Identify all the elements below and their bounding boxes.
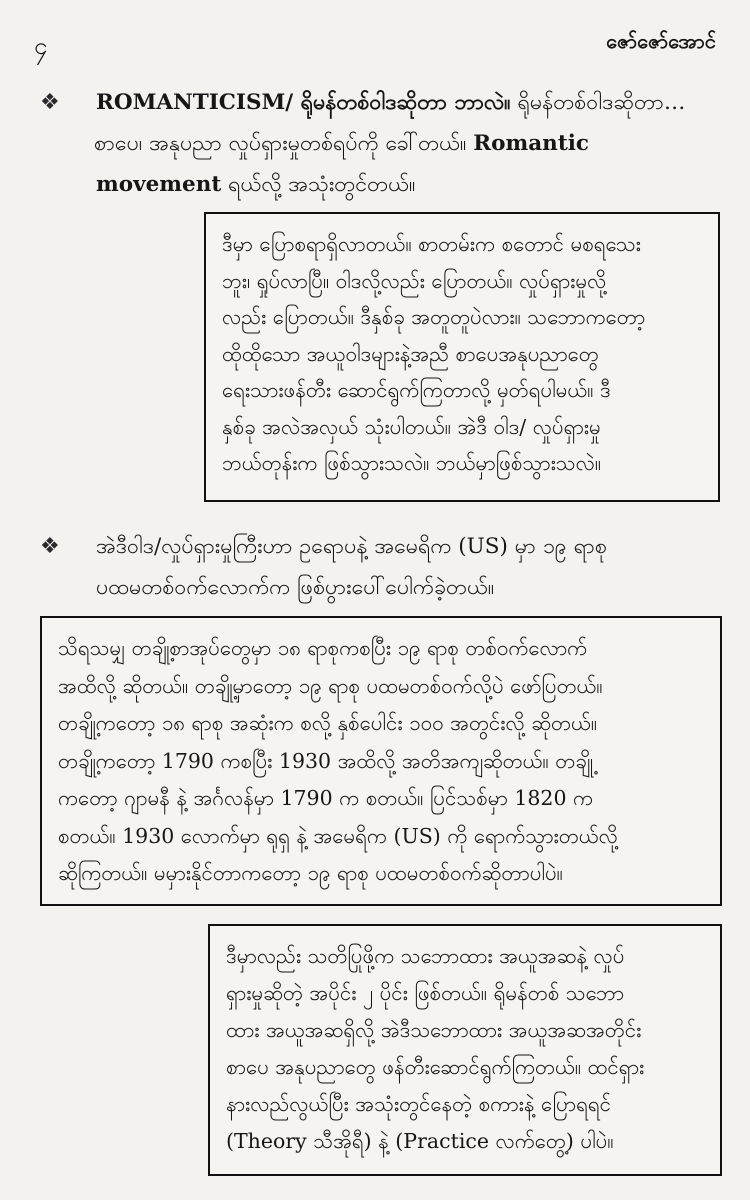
box1-line: ထိုထိုသော အယူဝါဒများနဲ့အညီ စာပေအနုပညာတွေ: [222, 341, 599, 366]
section1-line2-text: စာပေ၊ အနုပညာ လှုပ်ရှားမှုတစ်ရပ်ကို ခေါ်တယ်။: [94, 131, 474, 156]
box2-line: စတယ်။ 1930 လောက်မှာ ရုရှ နဲ့ အမေရိက (US) ကို ရောက်သွားတယ်လို့: [58, 823, 618, 848]
box3-line: ရှားမှုဆိုတဲ့ အပိုင်း ၂ ပိုင်း ဖြစ်တယ်။ ရိုမန်တစ် သဘော: [226, 981, 625, 1005]
section2-line: ပထမတစ်ဝက်လောက်က ဖြစ်ပွားပေါ်ပေါက်ခဲ့တယ်။: [96, 575, 495, 600]
box3-line: စာပေ အနုပညာတွေ ဖန်တီးဆောင်ရွက်ကြတယ်။ ထင်ရှား: [226, 1055, 645, 1079]
box3-line: ဒီမှာလည်း သတိပြုဖို့က သဘောထား အယူအဆနဲ့ လှုပ်: [226, 944, 625, 968]
section1-line-2: [94, 123, 720, 164]
bullet-icon: ❖: [40, 90, 60, 115]
box1-line: ဘယ်တုန်းက ဖြစ်သွားသလဲ။ ဘယ်မှာဖြစ်သွားသလဲ။: [222, 451, 602, 475]
note-box-1: [204, 212, 720, 502]
box2-line: တချို့ကတော့ 1790 ကစပြီး 1930 အထိလို့ အတိအကျဆိုတယ်။ တချို့: [58, 748, 593, 773]
romanticism-term: ROMANTICISM/ ရိုမန်တစ်ဝါဒဆိုတာ ဘာလဲ။: [96, 90, 511, 115]
box2-line: တချို့ကတော့ ၁၈ ရာစု အဆုံးက စလို့ နှစ်ပေါင်း ၁၀၀ အတွင်းလို့ ဆိုတယ်။: [58, 711, 598, 735]
section2-line: အဲဒီဝါဒ/လှုပ်ရှားမှုကြီးဟာ ဥရောပနဲ့ အမေရိက (US) မှာ ၁၉ ရာစု: [96, 534, 607, 559]
box3-line: (Theory သီအိုရီ) နဲ့ (Practice လက်တွေ့) ပါပဲ။: [226, 1129, 614, 1153]
box2-line: အထိလို့ ဆိုတယ်။ တချို့မှာတော့ ၁၉ ရာစု ပထမတစ်ဝက်လို့ပဲ ဖော်ပြတယ်။: [58, 673, 603, 698]
box1-line: ရေးသားဖန်တီး ဆောင်ရွက်ကြတာလို့ မှတ်ရပါမယ်။ ဒီ: [222, 378, 611, 402]
romantic-term: Romantic: [473, 131, 590, 156]
box3-line: နားလည်လွယ်ပြီး အသုံးတွင်နေတဲ့ စကားနဲ့ ပြောရရင်: [226, 1092, 612, 1116]
movement-term: movement: [96, 172, 222, 197]
box2-line: သိရသမျှ တချို့စာအုပ်တွေမှာ ၁၈ ရာစုကစပြီး ၁၉ ရာစု တစ်ဝက်လောက်: [58, 636, 588, 660]
bullet-icon: ❖: [40, 534, 60, 559]
box1-line: ဒီမှာ ပြောစရာရှိလာတယ်။ စာတမ်းက စတောင် မစရသေး: [222, 232, 641, 256]
box2-line: ကတော့ ဂျာမနီ နဲ့ အင်္ဂလန်မှာ 1790 က စတယ်။ ပြင်သစ်မှာ 1820 က: [58, 786, 594, 810]
section1-line-1: [96, 82, 720, 123]
section1-paragraph: [96, 82, 720, 205]
section2-paragraph: [96, 526, 720, 608]
box1-line: နှစ်ခု အလဲအလှယ် သုံးပါတယ်။ အဲဒီ ဝါဒ/ လှုပ်ရှားမှု: [222, 414, 601, 439]
section1-line1-rest: ရိုမန်တစ်ဝါဒဆိုတာ…: [510, 90, 686, 115]
section1-line-3: [96, 164, 720, 205]
box1-line: ဘူး၊ ရှုပ်လာပြီ။ ဝါဒလို့လည်း ပြောတယ်။ လှုပ်ရှားမှုလို့: [222, 268, 607, 293]
box1-line: လည်း ပြောတယ်။ ဒီနှစ်ခု အတူတူပဲလား။ သဘောကတော့: [222, 305, 646, 329]
running-header: ဇော်ဇော်အောင်: [606, 29, 716, 53]
section1-line3-rest: ရယ်လို့ အသုံးတွင်တယ်။: [221, 172, 416, 197]
box2-line: ဆိုကြတယ်။ မမှားနိုင်တာကတော့ ၁၉ ရာစု ပထမတစ်ဝက်ဆိုတာပါပဲ။: [58, 861, 563, 885]
note-box-3: [208, 924, 722, 1176]
box3-line: ထား အယူအဆရှိလို့ အဲဒီသဘောထား အယူအဆအတိုင်း: [226, 1018, 642, 1042]
page-number: ၄: [34, 32, 48, 60]
note-box-2: [40, 616, 722, 906]
